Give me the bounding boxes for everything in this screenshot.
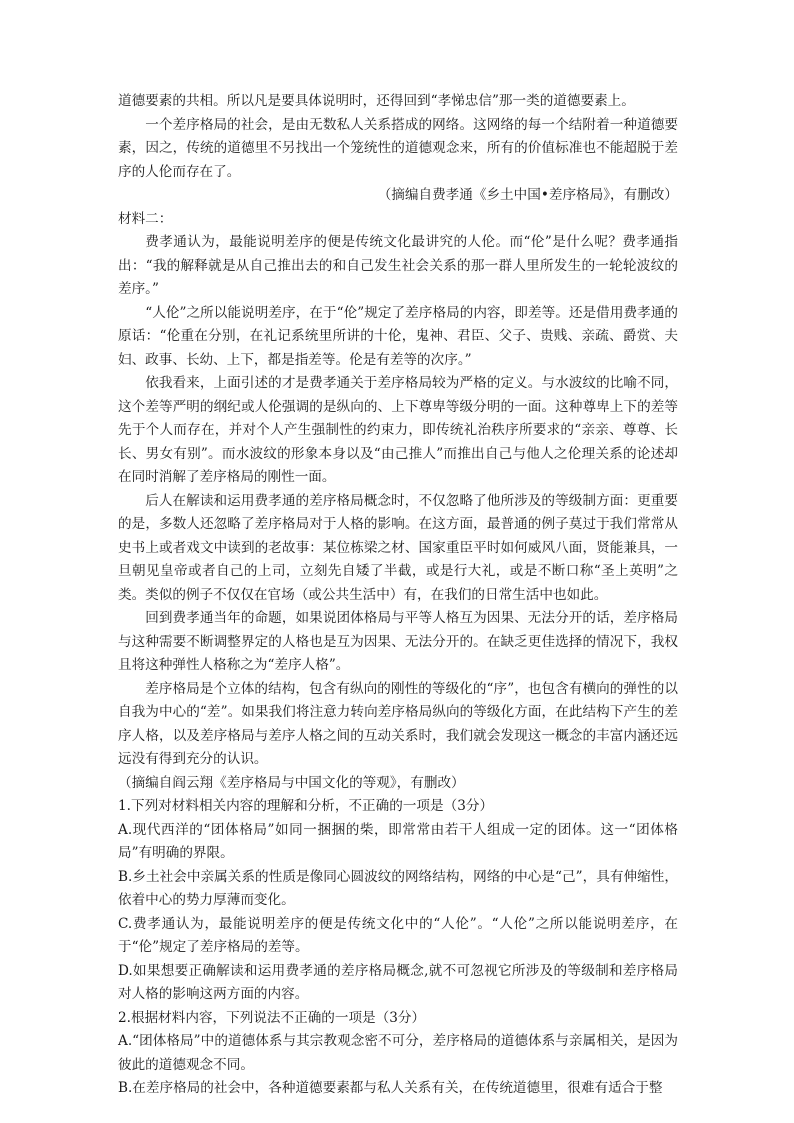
paragraph-11: 1.下列对材料相关内容的理解和分析，不正确的一项是（3分）: [118, 798, 494, 814]
paragraph-16: 2.根据材料内容，下列说法不正确的一项是（3分）: [118, 1009, 426, 1026]
paragraph-3: 材料二：: [118, 210, 173, 227]
paragraph-9: 差序格局是个立体的结构，包含有纵向的刚性的等级化的“序”，也包含有横向的弹性的以自我为中心的“差”。如果我们将注意力转向差序格局纵向的等级化方面，在此结构下产生的差序人格，以及差序格局与差序人格之间的互动关系时，我们就会发现这一概念的丰富内涵还远远没有得到充分的认识。: [118, 680, 678, 767]
paragraph-1: 一个差序格局的社会，是由无数私人关系搭成的网络。这网络的每一个结附着一种道德要素，因之，传统的道德里不另找出一个笼统性的道德观念来，所有的价值标准也不能超脱于差序的人伦而存在了。: [118, 116, 678, 180]
paragraph-17: A.“团体格局”中的道德体系与其宗教观念密不可分，差序格局的道德体系与亲属相关，是因为彼此的道德观念不同。: [118, 1033, 678, 1073]
paragraph-18: B.在差序格局的社会中，各种道德要素都与私人关系有关，在传统道德里，很难有适合于整: [118, 1080, 663, 1096]
paragraph-5: “人伦”之所以能说明差序，在于“伦”规定了差序格局的内容，即差等。还是借用费孝通的原话：“伦重在分别，在礼记系统里所讲的十伦，鬼神、君臣、父子、贵贱、亲疏、爵赏、夫妇、政事、长幼、上下，都是指差等。伦是有差等的次序。”: [118, 304, 678, 368]
paragraph-15: D.如果想要正确解读和运用费孝通的差序格局概念,就不可忽视它所涉及的等级制和差序格局对人格的影响这两方面的内容。: [118, 962, 678, 1002]
paragraph-2: （摘编自费孝通《乡土中国•差序格局》，有删改）: [377, 187, 678, 203]
paragraph-13: B.乡土社会中亲属关系的性质是像同心圆波纹的网络结构，网络的中心是“己”，具有伸缩性，依着中心的势力厚薄而变化。: [118, 868, 678, 908]
paragraph-4: 费孝通认为，最能说明差序的便是传统文化最讲究的人伦。而“伦”是什么呢？费孝通指出：“我的解释就是从自己推出去的和自己发生社会关系的那一群人里所发生的一轮轮波纹的差序。”: [118, 234, 678, 297]
paragraph-8: 回到费孝通当年的命题，如果说团体格局与平等人格互为因果、无法分开的话，差序格局与这种需要不断调整界定的人格也是互为因果、无法分开的。在缺乏更佳选择的情况下，我权且将这种弹性人格称之为“差序人格”。: [118, 610, 678, 673]
paragraph-0: 道德要素的共相。所以凡是要具体说明时，还得回到“孝悌忠信”那一类的道德要素上。: [118, 93, 635, 109]
paragraph-12: A.现代西洋的“团体格局”如同一捆捆的柴，即常常由若干人组成一定的团体。这一“团体格局”有明确的界限。: [118, 821, 678, 861]
document-body: [118, 90, 678, 1101]
paragraph-10: （摘编自阎云翔《差序格局与中国文化的等观》，有删改）: [118, 774, 465, 791]
paragraph-7: 后人在解读和运用费孝通的差序格局概念时，不仅忽略了他所涉及的等级制方面：更重要的是，多数人还忽略了差序格局对于人格的影响。在这方面，最普通的例子莫过于我们常常从史书上或者戏文中读到的老故事：某位栋梁之材、国家重臣平时如何威风八面，贤能兼具，一旦朝见皇帝或者自己的上司，立刻先自矮了半截，或是行大礼，或是不断口称“圣上英明”之类。类似的例子不仅仅在官场（或公共生活中）有，在我们的日常生活中也如此。: [118, 492, 678, 603]
paragraph-6: 依我看来，上面引述的才是费孝通关于差序格局较为严格的定义。与水波纹的比喻不同，这个差等严明的纲纪或人伦强调的是纵向的、上下尊卑等级分明的一面。这种尊卑上下的差等先于个人而存在，并对个人产生强制性的约束力，即传统礼治秩序所要求的“亲亲、尊尊、长长、男女有别”。而水波纹的形象本身以及“由己推人”而推出自己与他人之伦理关系的论述却在同时消解了差序格局的刚性一面。: [118, 375, 678, 485]
paragraph-14: C.费孝通认为，最能说明差序的便是传统文化中的“人伦”。“人伦”之所以能说明差序，在于“伦”规定了差序格局的差等。: [118, 915, 678, 955]
